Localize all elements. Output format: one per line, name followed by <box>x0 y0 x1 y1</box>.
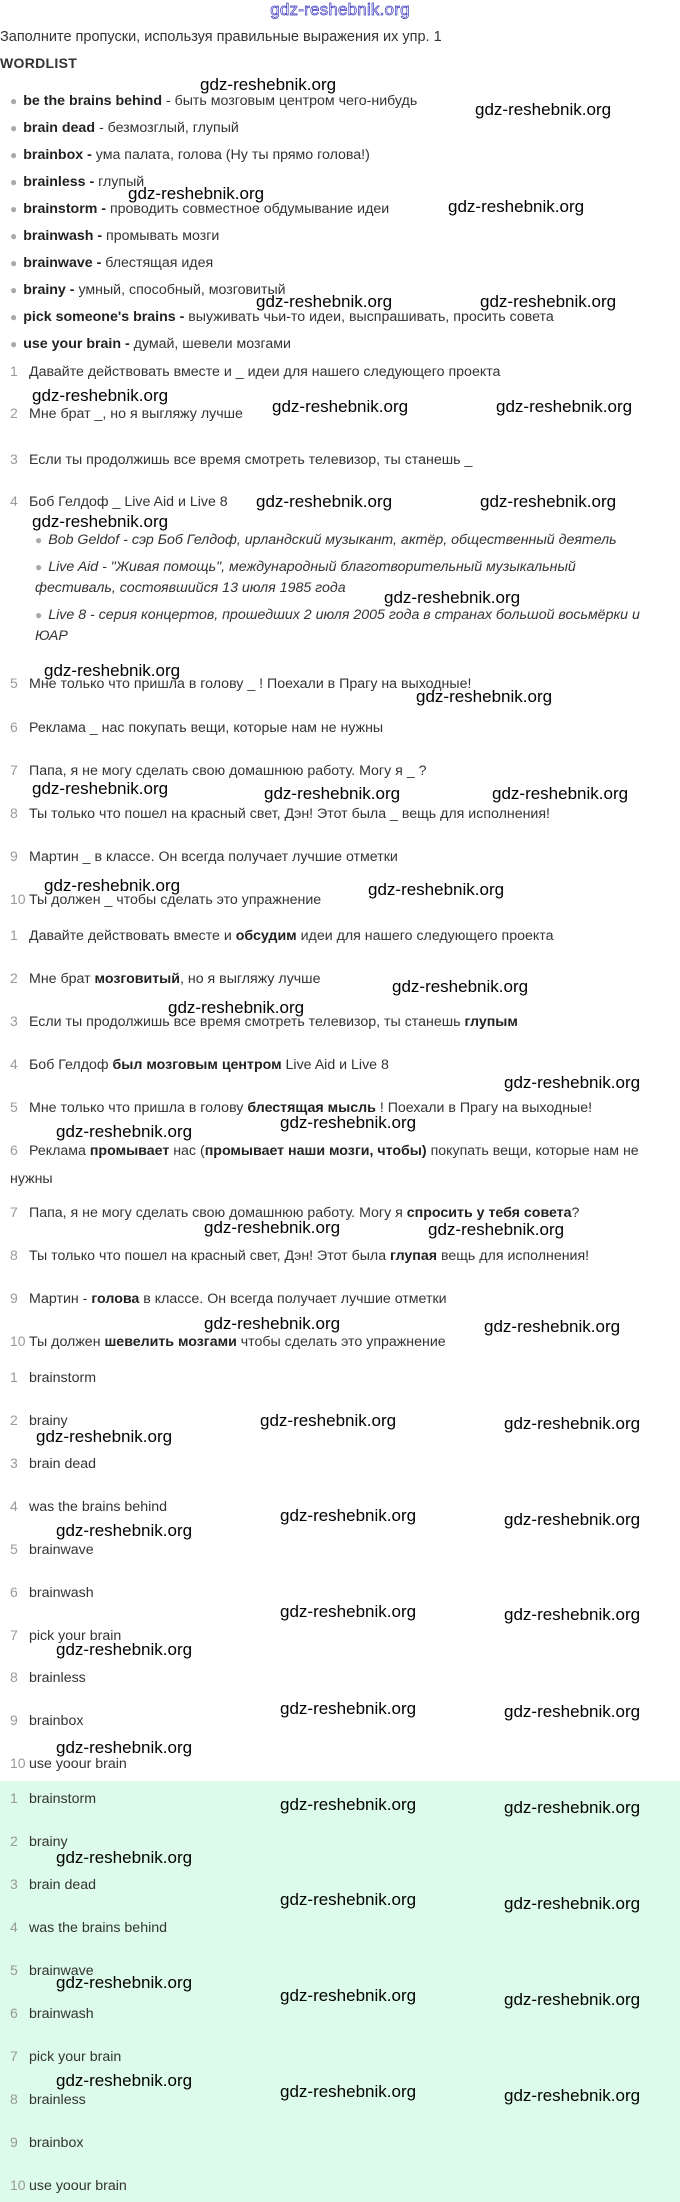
watermark: gdz-reshebnik.org <box>280 1699 417 1718</box>
wordlist-item <box>10 120 239 136</box>
exercise-row <box>10 451 472 468</box>
exercise-row <box>10 493 228 510</box>
row-number: 9 <box>10 1712 18 1728</box>
bullet-icon: ● <box>10 94 18 108</box>
row-text: Давайте действовать вместе и <box>29 928 236 944</box>
row-text: brainstorm <box>29 1370 97 1386</box>
answer-row <box>10 1876 96 1893</box>
wordlist-term: be the brains behind <box>23 93 162 109</box>
row-text: Ты только что пошел на красный свет, Дэн! Этот была _ вещь для исполнения! <box>29 806 550 822</box>
row-text: use yoour brain <box>29 2178 127 2194</box>
watermark: gdz-reshebnik.org <box>56 2071 193 2090</box>
row-text: Ты должен _ чтобы сделать это упражнение <box>29 892 322 908</box>
note-item <box>35 530 665 551</box>
watermark: gdz-reshebnik.org <box>56 1640 193 1659</box>
row-text: pick your brain <box>29 1628 122 1644</box>
answer-word: мозговитый <box>94 971 180 987</box>
answer-row <box>10 2048 121 2065</box>
row-number: 3 <box>10 1013 18 1029</box>
row-number: 10 <box>10 1333 26 1349</box>
answer-word: был мозговым центром <box>112 1057 282 1073</box>
watermark: gdz-reshebnik.org <box>392 977 529 996</box>
wordlist-definition: выуживать чьи-то идеи, выспрашивать, просить совета <box>184 309 554 325</box>
answer-row <box>10 1584 94 1601</box>
answer-row <box>10 1333 446 1350</box>
wordlist-definition: - быть мозговым центром чего-нибудь <box>162 93 418 109</box>
answer-word: промывает наши мозги, чтобы) <box>204 1143 427 1159</box>
exercise-row <box>10 405 243 422</box>
note-text: Live 8 - серия концертов, прошедших 2 июля 2005 года в странах большой восьмёрки и ЮАР <box>35 607 640 644</box>
row-text: brainwave <box>29 1542 94 1558</box>
watermark: gdz-reshebnik.org <box>504 1798 641 1817</box>
watermark: gdz-reshebnik.org <box>128 184 265 203</box>
wordlist-term: use your brain - <box>23 336 130 352</box>
bullet-icon: ● <box>10 148 18 162</box>
answer-row <box>10 2177 127 2194</box>
row-number: 1 <box>10 927 18 943</box>
wordlist-term: brainstorm - <box>23 201 107 217</box>
row-number: 10 <box>10 891 26 907</box>
row-text: чтобы сделать это упражнение <box>236 1334 446 1350</box>
watermark: gdz-reshebnik.org <box>480 492 617 511</box>
row-text: brainy <box>29 1413 68 1429</box>
row-number: 10 <box>10 2177 26 2193</box>
row-number: 3 <box>10 1876 18 1892</box>
answer-row <box>10 1290 447 1307</box>
watermark: gdz-reshebnik.org <box>44 876 181 895</box>
answer-row <box>10 927 553 944</box>
row-number: 7 <box>10 762 18 778</box>
bullet-icon: ● <box>10 121 18 135</box>
row-number: 6 <box>10 2005 18 2021</box>
watermark: gdz-reshebnik.org <box>56 1521 193 1540</box>
answer-word: спросить у тебя совета <box>406 1205 572 1221</box>
row-number: 5 <box>10 675 18 691</box>
row-number: 5 <box>10 1541 18 1557</box>
answer-row <box>10 1056 389 1073</box>
bullet-icon: ● <box>35 608 43 622</box>
answer-row <box>10 1498 167 1515</box>
watermark: gdz-reshebnik.org <box>200 75 337 94</box>
wordlist-term: pick someone's brains - <box>23 309 185 325</box>
watermark: gdz-reshebnik.org <box>428 1220 565 1239</box>
watermark: gdz-reshebnik.org <box>168 998 305 1017</box>
row-text: brainwash <box>29 2006 94 2022</box>
row-number: 8 <box>10 2091 18 2107</box>
wordlist-item <box>10 93 417 109</box>
watermark: gdz-reshebnik.org <box>368 880 505 899</box>
row-text: в классе. Он всегда получает лучшие отметки <box>139 1291 447 1307</box>
watermark: gdz-reshebnik.org <box>204 1314 341 1333</box>
row-text: brainless <box>29 2092 86 2108</box>
watermark: gdz-reshebnik.org <box>256 292 393 311</box>
row-number: 4 <box>10 1056 18 1072</box>
row-number: 9 <box>10 848 18 864</box>
row-text: use yoour brain <box>29 1756 127 1772</box>
row-number: 1 <box>10 363 18 379</box>
row-text: brain dead <box>29 1877 97 1893</box>
row-number: 2 <box>10 1412 18 1428</box>
answer-word: глупым <box>464 1014 518 1030</box>
answer-row <box>10 2005 94 2022</box>
row-text: brainwash <box>29 1585 94 1601</box>
row-text: , но я выгляжу лучше <box>180 971 321 987</box>
row-text: Live Aid и Live 8 <box>281 1057 389 1073</box>
answer-row <box>10 1136 660 1193</box>
task-instruction: Заполните пропуски, используя правильные выражения их упр. 1 <box>0 29 442 45</box>
row-number: 4 <box>10 1498 18 1514</box>
answer-row <box>10 1919 167 1936</box>
wordlist-definition: ума палата, голова (Ну ты прямо голова!) <box>91 147 370 163</box>
row-number: 10 <box>10 1755 26 1771</box>
note-item <box>35 557 655 599</box>
watermark: gdz-reshebnik.org <box>504 2086 641 2105</box>
answer-row <box>10 1669 86 1686</box>
bullet-icon: ● <box>10 229 18 243</box>
answer-row <box>10 2091 86 2108</box>
row-number: 6 <box>10 1142 18 1158</box>
watermark: gdz-reshebnik.org <box>280 1113 417 1132</box>
wordlist-item <box>10 336 291 352</box>
row-text: Реклама <box>29 1143 90 1159</box>
watermark: gdz-reshebnik.org <box>32 386 169 405</box>
row-number: 1 <box>10 1369 18 1385</box>
bullet-icon: ● <box>10 175 18 189</box>
row-text: ? <box>571 1205 580 1221</box>
bullet-icon: ● <box>35 533 43 547</box>
row-text: was the brains behind <box>29 1920 168 1936</box>
watermark: gdz-reshebnik.org <box>504 1894 641 1913</box>
watermark: gdz-reshebnik.org <box>384 588 521 607</box>
row-text: покупать вещи, которые нам не нужны <box>10 1143 639 1187</box>
watermark: gdz-reshebnik.org <box>448 197 585 216</box>
site-logo[interactable]: gdz-reshebnik.org <box>270 0 410 19</box>
row-text: pick your brain <box>29 2049 122 2065</box>
row-number: 4 <box>10 493 18 509</box>
wordlist-term: brainbox - <box>23 147 92 163</box>
row-text: Мне только что пришла в голову _ ! Поехали в Прагу на выходные! <box>29 676 472 692</box>
row-text: Если ты продолжишь все время смотреть телевизор, ты станешь _ <box>29 452 473 468</box>
bullet-icon: ● <box>10 283 18 297</box>
watermark: gdz-reshebnik.org <box>492 784 629 803</box>
row-number: 3 <box>10 1455 18 1471</box>
wordlist-item <box>10 255 213 271</box>
row-number: 1 <box>10 1790 18 1806</box>
watermark: gdz-reshebnik.org <box>56 1973 193 1992</box>
watermark: gdz-reshebnik.org <box>260 1411 397 1430</box>
row-number: 7 <box>10 1204 18 1220</box>
row-text: нас ( <box>169 1143 205 1159</box>
row-number: 2 <box>10 1833 18 1849</box>
row-number: 6 <box>10 719 18 735</box>
row-text: Ты должен <box>29 1334 105 1350</box>
watermark: gdz-reshebnik.org <box>56 1738 193 1757</box>
row-text: brainwave <box>29 1963 94 1979</box>
watermark: gdz-reshebnik.org <box>480 292 617 311</box>
watermark: gdz-reshebnik.org <box>264 784 401 803</box>
wordlist-term: brainwash - <box>23 228 103 244</box>
row-text: Давайте действовать вместе и _ идеи для нашего следующего проекта <box>29 364 501 380</box>
row-number: 2 <box>10 405 18 421</box>
answer-row <box>10 970 320 987</box>
watermark: gdz-reshebnik.org <box>504 1605 641 1624</box>
watermark: gdz-reshebnik.org <box>32 779 169 798</box>
row-number: 8 <box>10 1669 18 1685</box>
watermark: gdz-reshebnik.org <box>32 512 169 531</box>
wordlist-definition: проводить совместное обдумывание идеи <box>106 201 390 217</box>
row-text: ! Поехали в Прагу на выходные! <box>375 1100 593 1116</box>
wordlist-item <box>10 147 370 163</box>
row-text: Папа, я не могу сделать свою домашнюю работу. Могу я _ ? <box>29 763 427 779</box>
row-text: Мартин _ в классе. Он всегда получает лучшие отметки <box>29 849 398 865</box>
watermark: gdz-reshebnik.org <box>36 1427 173 1446</box>
row-number: 4 <box>10 1919 18 1935</box>
answer-word: голова <box>91 1291 140 1307</box>
row-text: Мне только что пришла в голову <box>29 1100 248 1116</box>
row-text: Реклама _ нас покупать вещи, которые нам не нужны <box>29 720 384 736</box>
row-text: Мартин - <box>29 1291 92 1307</box>
watermark: gdz-reshebnik.org <box>416 687 553 706</box>
note-text: Live Aid - "Живая помощь", международный благотворительный музыкальный фестиваль, состоявшийся 13 июля 1985 года <box>35 559 576 596</box>
row-text: Боб Гелдоф _ Live Aid и Live 8 <box>29 494 228 510</box>
watermark: gdz-reshebnik.org <box>280 1890 417 1909</box>
row-text: was the brains behind <box>29 1499 168 1515</box>
row-number: 3 <box>10 451 18 467</box>
watermark: gdz-reshebnik.org <box>44 661 181 680</box>
row-number: 7 <box>10 1627 18 1643</box>
exercise-row <box>10 848 398 865</box>
watermark: gdz-reshebnik.org <box>504 1702 641 1721</box>
bullet-icon: ● <box>10 310 18 324</box>
row-text: Мне брат _, но я выгляжу лучше <box>29 406 243 422</box>
wordlist-item <box>10 282 286 298</box>
wordlist-term: brain dead <box>23 120 95 136</box>
exercise-row <box>10 762 427 779</box>
row-number: 5 <box>10 1099 18 1115</box>
watermark: gdz-reshebnik.org <box>204 1218 341 1237</box>
watermark: gdz-reshebnik.org <box>484 1317 621 1336</box>
watermark: gdz-reshebnik.org <box>56 1848 193 1867</box>
exercise-row <box>10 363 500 380</box>
wordlist-term: brainy - <box>23 282 75 298</box>
row-number: 6 <box>10 1584 18 1600</box>
watermark: gdz-reshebnik.org <box>280 1506 417 1525</box>
watermark: gdz-reshebnik.org <box>280 1602 417 1621</box>
row-text: вещь для исполнения! <box>437 1248 590 1264</box>
row-text: Папа, я не могу сделать свою домашнюю работу. Могу я <box>29 1205 407 1221</box>
wordlist-definition: глупый <box>94 174 145 190</box>
wordlist-title: WORDLIST <box>0 55 78 71</box>
watermark: gdz-reshebnik.org <box>504 1510 641 1529</box>
row-text: идеи для нашего следующего проекта <box>296 928 554 944</box>
answer-row <box>10 2134 83 2151</box>
answer-word: промывает <box>89 1143 170 1159</box>
watermark: gdz-reshebnik.org <box>475 100 612 119</box>
wordlist-definition: - безмозглый, глупый <box>95 120 239 136</box>
bullet-icon: ● <box>35 560 43 574</box>
exercise-row <box>10 805 550 822</box>
answer-word: шевелить мозгами <box>104 1334 237 1350</box>
wordlist-definition: думай, шевели мозгами <box>129 336 291 352</box>
row-text: brainless <box>29 1670 86 1686</box>
row-number: 8 <box>10 1247 18 1263</box>
wordlist-item <box>10 228 219 244</box>
row-number: 7 <box>10 2048 18 2064</box>
wordlist-definition: умный, способный, мозговитый <box>74 282 286 298</box>
answer-word: обсудим <box>235 928 297 944</box>
row-number: 5 <box>10 1962 18 1978</box>
watermark: gdz-reshebnik.org <box>280 1795 417 1814</box>
watermark: gdz-reshebnik.org <box>496 397 633 416</box>
bullet-icon: ● <box>10 256 18 270</box>
wordlist-definition: блестящая идея <box>101 255 214 271</box>
answer-row <box>10 1455 96 1472</box>
row-text: brainy <box>29 1834 68 1850</box>
watermark: gdz-reshebnik.org <box>272 397 409 416</box>
wordlist-definition: промывать мозги <box>102 228 220 244</box>
watermark: gdz-reshebnik.org <box>504 1990 641 2009</box>
answer-row <box>10 1247 589 1264</box>
row-text: brain dead <box>29 1456 97 1472</box>
wordlist-item <box>10 174 144 190</box>
watermark: gdz-reshebnik.org <box>256 492 393 511</box>
bullet-icon: ● <box>10 202 18 216</box>
row-number: 9 <box>10 1290 18 1306</box>
watermark: gdz-reshebnik.org <box>504 1414 641 1433</box>
note-text: Bob Geldof - сэр Боб Гелдоф, ирландский музыкант, актёр, общественный деятель <box>48 532 617 548</box>
row-text: brainbox <box>29 1713 84 1729</box>
wordlist-term: brainless - <box>23 174 95 190</box>
answer-row <box>10 1790 96 1807</box>
answer-row <box>10 1369 96 1386</box>
bullet-icon: ● <box>10 337 18 351</box>
row-text: brainstorm <box>29 1791 97 1807</box>
row-text: Ты только что пошел на красный свет, Дэн! Этот была <box>29 1248 391 1264</box>
watermark: gdz-reshebnik.org <box>56 1122 193 1141</box>
answer-row <box>10 1541 94 1558</box>
watermark: gdz-reshebnik.org <box>280 1986 417 2005</box>
row-text: Мне брат <box>29 971 95 987</box>
row-text: Если ты продолжишь все время смотреть телевизор, ты станешь <box>29 1014 465 1030</box>
wordlist-term: brainwave - <box>23 255 102 271</box>
row-number: 9 <box>10 2134 18 2150</box>
watermark: gdz-reshebnik.org <box>504 1073 641 1092</box>
answer-word: глупая <box>390 1248 438 1264</box>
row-text: brainbox <box>29 2135 84 2151</box>
row-text: Боб Гелдоф <box>29 1057 113 1073</box>
watermark: gdz-reshebnik.org <box>280 2082 417 2101</box>
exercise-row <box>10 719 383 736</box>
answer-word: блестящая мысль <box>247 1100 376 1116</box>
answer-row <box>10 1712 83 1729</box>
row-number: 2 <box>10 970 18 986</box>
row-number: 8 <box>10 805 18 821</box>
note-item <box>35 605 645 647</box>
